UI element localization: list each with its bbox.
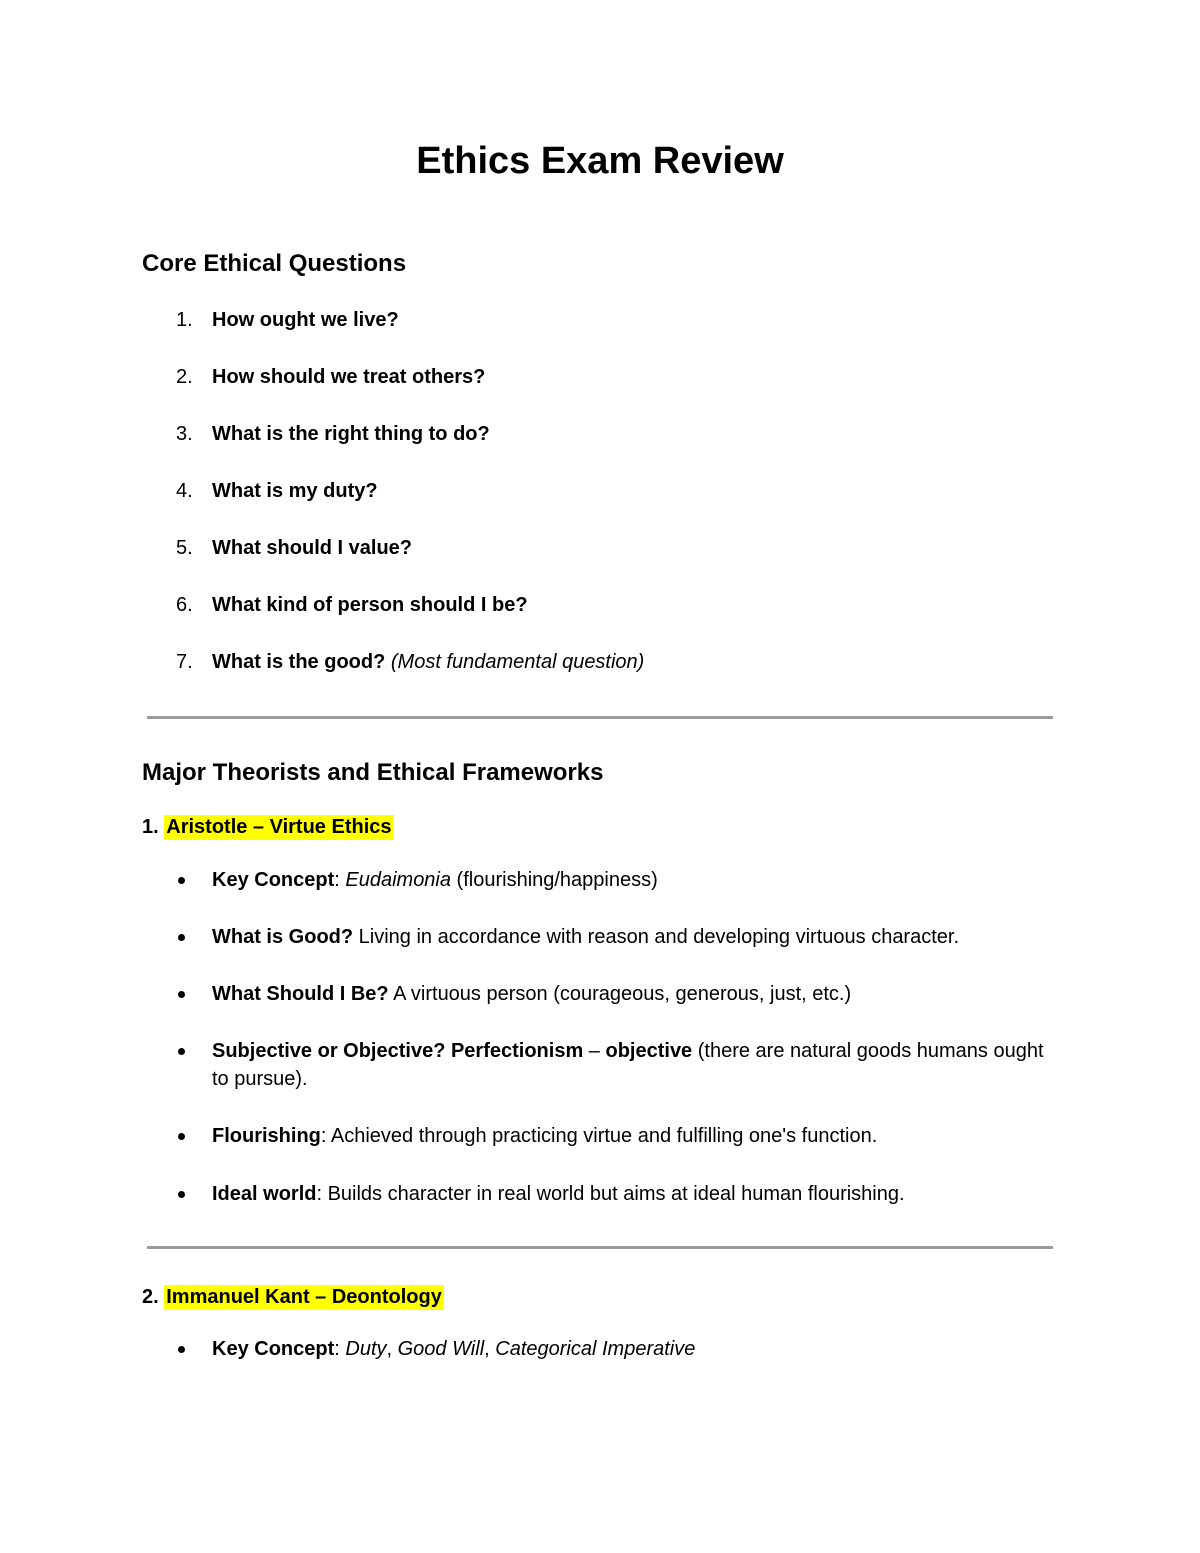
bullet-item xyxy=(176,866,1056,894)
question-item xyxy=(176,479,378,503)
bullet-item xyxy=(176,1037,1056,1093)
horizontal-divider xyxy=(147,1246,1053,1249)
kant-highlight: Immanuel Kant – Deontology xyxy=(166,1286,442,1308)
question-text: How ought we live? xyxy=(212,309,399,331)
question-text: What is my duty? xyxy=(212,480,378,502)
bullet-term: Good Will xyxy=(397,1338,485,1360)
document-title: Ethics Exam Review xyxy=(416,140,784,182)
question-number: 1. xyxy=(176,309,193,331)
bullet-dot-icon xyxy=(178,991,185,998)
bullet-item xyxy=(176,1122,1056,1150)
bullet-label: Key Concept xyxy=(212,869,335,891)
bullet-text: A virtuous person (courageous, generous, just, etc.) xyxy=(388,983,852,1005)
bullet-item xyxy=(176,980,1056,1008)
bullet-term: Categorical Imperative xyxy=(495,1338,696,1360)
bullet-label: What is Good? xyxy=(212,926,354,948)
bullet-item xyxy=(176,923,1056,951)
question-item xyxy=(176,308,399,332)
bullet-text: : Achieved through practicing virtue and fulfilling one's function. xyxy=(320,1125,878,1147)
bullet-label: Subjective or Objective? Perfectionism xyxy=(212,1040,584,1062)
aristotle-number: 1. xyxy=(142,816,159,838)
question-number: 6. xyxy=(176,594,193,616)
question-number: 2. xyxy=(176,366,193,388)
question-item xyxy=(176,650,644,674)
kant-heading xyxy=(142,1284,444,1310)
bullet-item xyxy=(176,1180,1056,1208)
question-text: What is the right thing to do? xyxy=(212,423,490,445)
bullet-separator: , xyxy=(386,1338,398,1360)
question-number: 7. xyxy=(176,651,193,673)
bullet-dot-icon xyxy=(178,1191,185,1198)
bullet-item xyxy=(176,1335,1056,1363)
bullet-dot-icon xyxy=(178,1048,185,1055)
question-number: 5. xyxy=(176,537,193,559)
question-text: What should I value? xyxy=(212,537,413,559)
horizontal-divider xyxy=(147,716,1053,719)
question-note: (Most fundamental question) xyxy=(390,651,645,673)
question-item xyxy=(176,365,485,389)
bullet-separator: : xyxy=(334,869,346,891)
bullet-dot-icon xyxy=(178,1133,185,1140)
bullet-term: Eudaimonia xyxy=(345,869,451,891)
theorists-heading: Major Theorists and Ethical Frameworks xyxy=(142,759,604,786)
bullet-emphasis: objective xyxy=(605,1040,693,1062)
question-number: 4. xyxy=(176,480,193,502)
question-item xyxy=(176,422,490,446)
question-text: How should we treat others? xyxy=(212,366,486,388)
bullet-label: What Should I Be? xyxy=(212,983,389,1005)
bullet-separator: , xyxy=(484,1338,496,1360)
question-text: What kind of person should I be? xyxy=(212,594,528,616)
bullet-label: Key Concept xyxy=(212,1338,335,1360)
question-number: 3. xyxy=(176,423,193,445)
bullet-dot-icon xyxy=(178,934,185,941)
kant-number: 2. xyxy=(142,1286,159,1308)
bullet-separator: : xyxy=(334,1338,346,1360)
bullet-dash: – xyxy=(583,1040,606,1062)
bullet-text: (flourishing/happiness) xyxy=(451,869,658,891)
bullet-dot-icon xyxy=(178,1346,185,1353)
bullet-dot-icon xyxy=(178,877,185,884)
bullet-label: Flourishing xyxy=(212,1125,321,1147)
question-text: What is the good? xyxy=(212,651,386,673)
core-questions-heading: Core Ethical Questions xyxy=(142,250,407,277)
bullet-text: Living in accordance with reason and developing virtuous character. xyxy=(353,926,960,948)
aristotle-highlight: Aristotle – Virtue Ethics xyxy=(166,816,392,838)
question-item xyxy=(176,536,412,560)
aristotle-heading xyxy=(142,814,394,840)
bullet-term: Duty xyxy=(345,1338,387,1360)
bullet-label: Ideal world xyxy=(212,1183,317,1205)
question-item xyxy=(176,593,528,617)
bullet-text: : Builds character in real world but aims at ideal human flourishing. xyxy=(316,1183,905,1205)
bullet-text: (there are natural goods humans ought to pursue). xyxy=(212,1040,1044,1090)
